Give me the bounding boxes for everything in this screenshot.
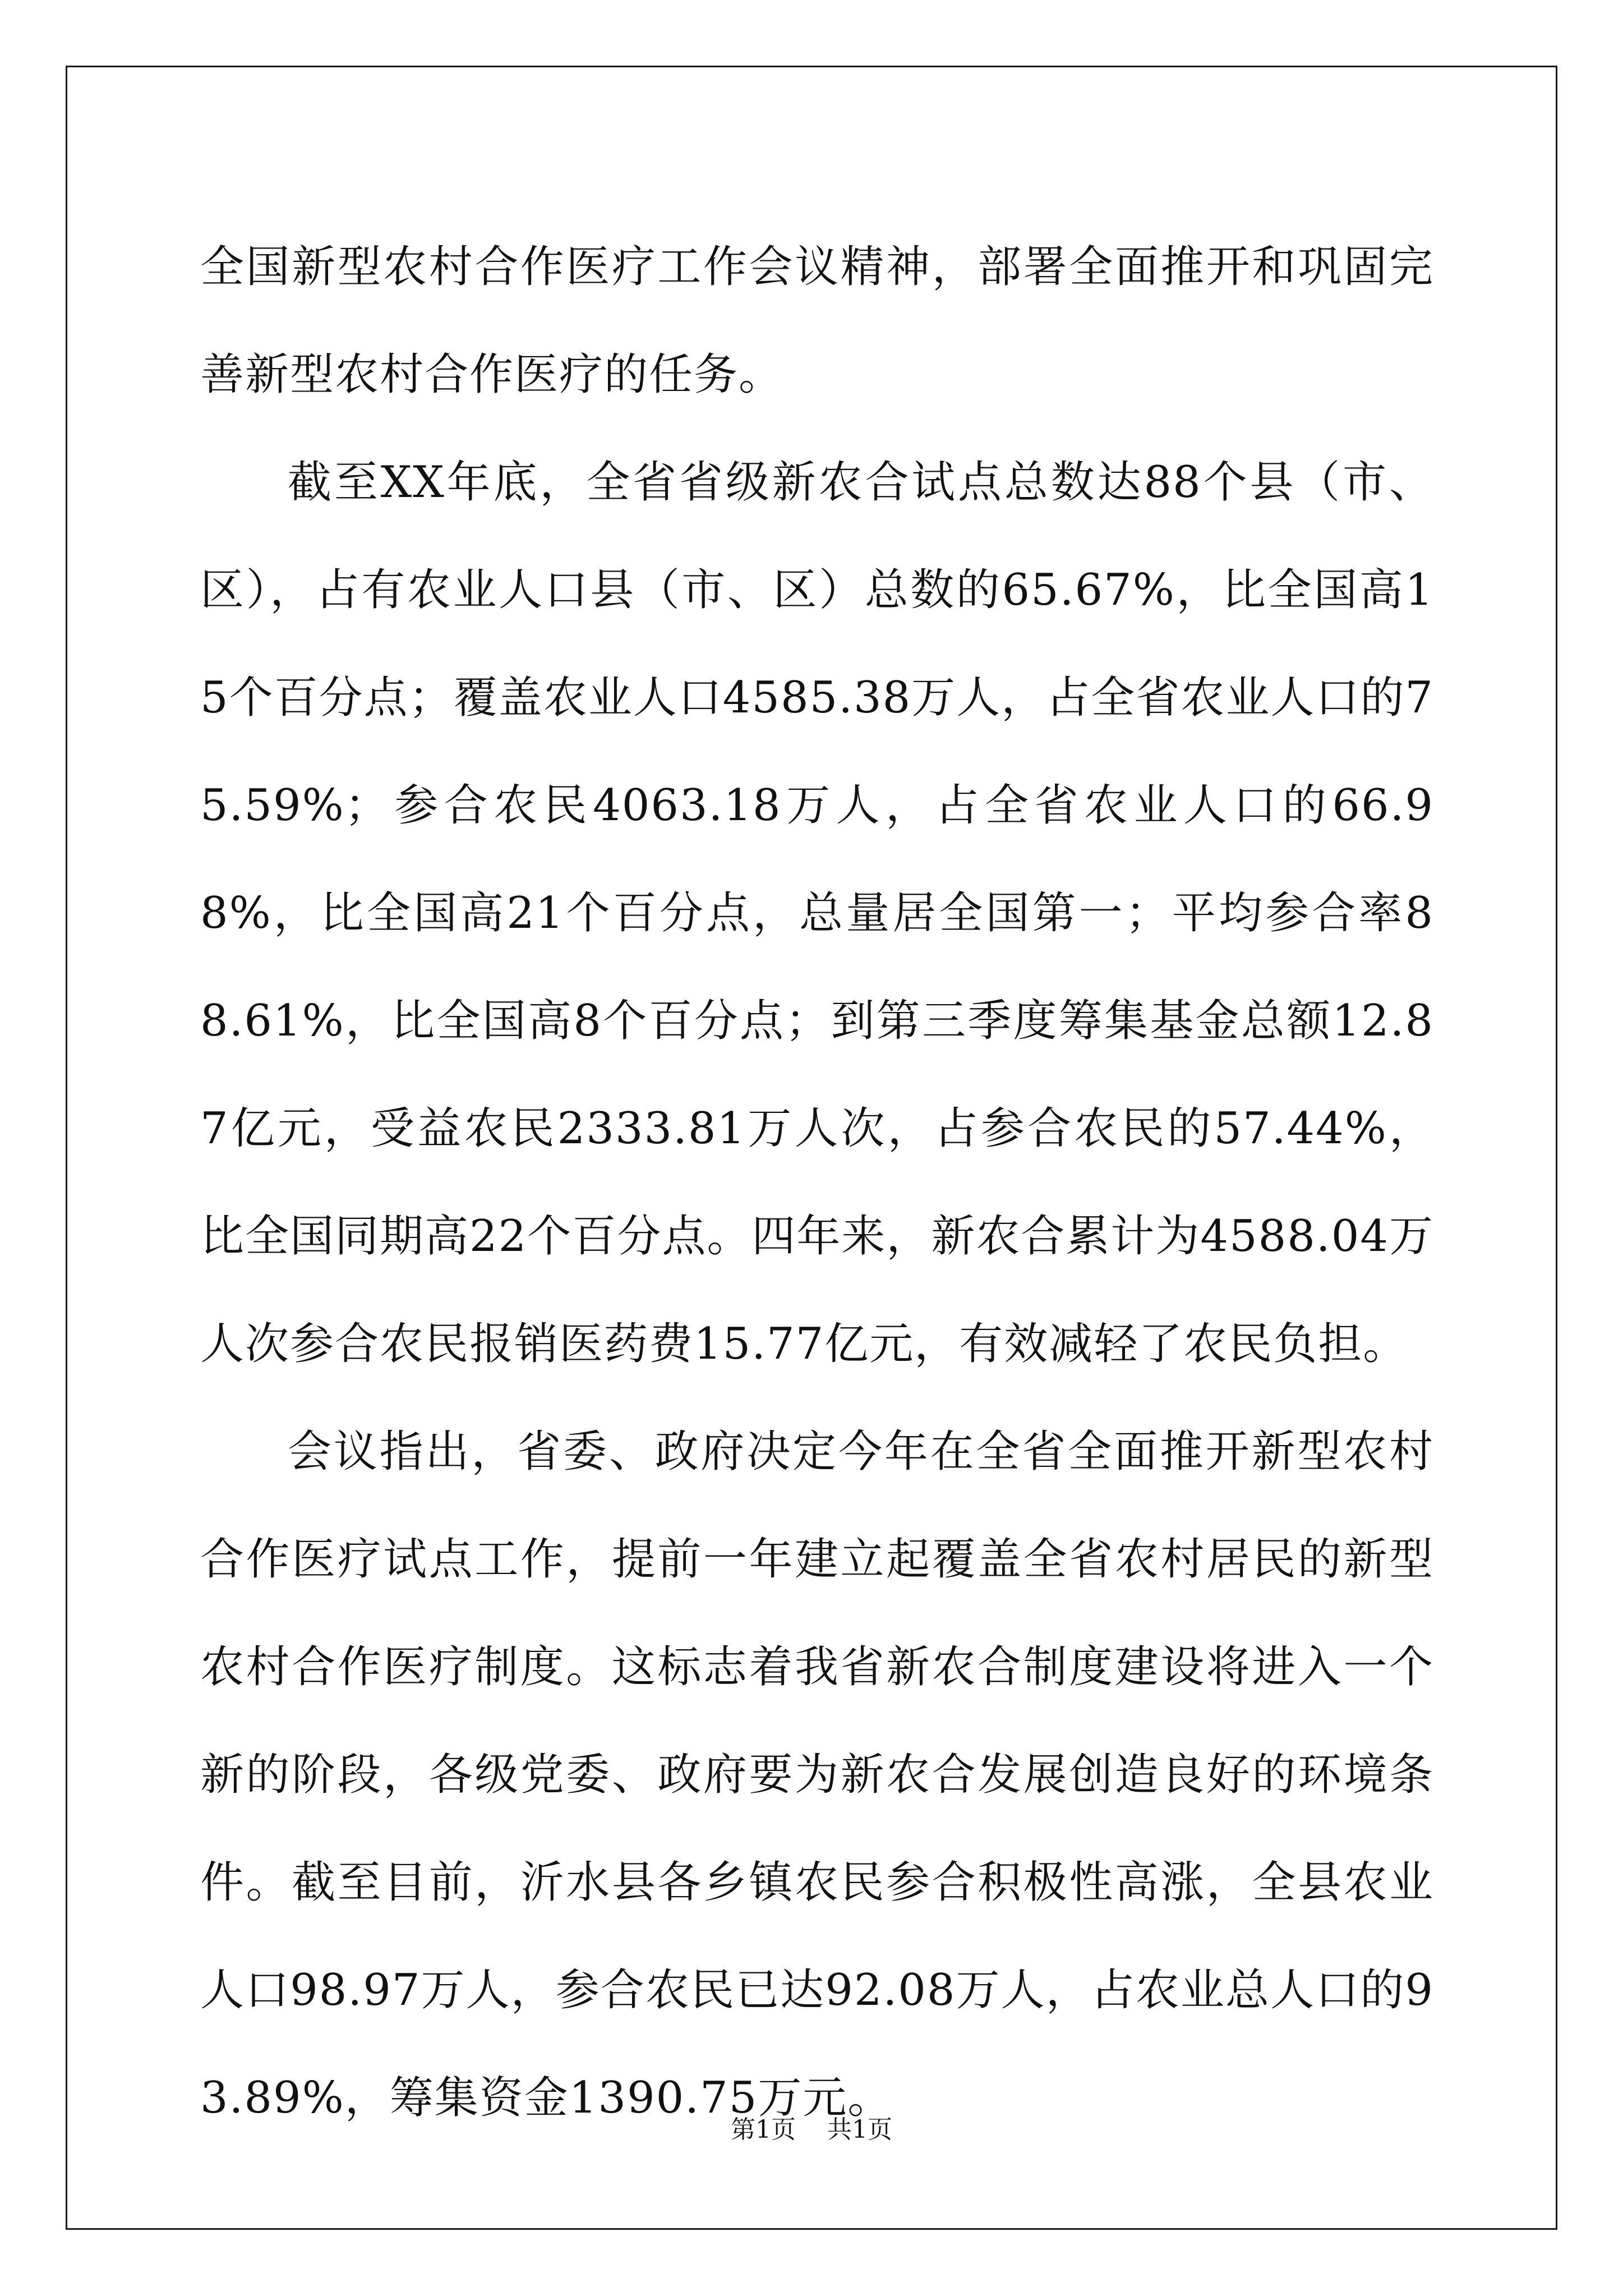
- page-total: 共1页: [827, 2115, 892, 2144]
- document-body: [200, 213, 1434, 2152]
- paragraph-2: 截至XX年底，全省省级新农合试点总数达88个县（市、区），占有农业人口县（市、区）总数的65.67%，比全国高15个百分点；覆盖农业人口4585.38万人，占全省农业人口的75.59%；参合农民4063.18万人，占全省农业人口的66.98%，比全国高21个百分点，总量居全国第一；平均参合率88.61%，比全国高8个百分点；到第三季度筹集基金总额12.87亿元，受益农民2333.81万人次，占参合农民的57.44%，比全国同期高22个百分点。四年来，新农合累计为4588.04万人次参合农民报销医药费15.77亿元，有效减轻了农民负担。: [200, 457, 1434, 1369]
- page-number: 第1页: [731, 2115, 796, 2144]
- page-footer: [0, 2109, 1623, 2145]
- paragraph-3: 会议指出，省委、政府决定今年在全省全面推开新型农村合作医疗试点工作，提前一年建立起覆盖全省农村居民的新型农村合作医疗制度。这标志着我省新农合制度建设将进入一个新的阶段，各级党委、政府要为新农合发展创造良好的环境条件。截至目前，沂水县各乡镇农民参合积极性高涨，全县农业人口98.97万人，参合农民已达92.08万人，占农业总人口的93.89%，筹集资金1390.75万元。: [200, 1427, 1434, 2123]
- paragraph-1: 全国新型农村合作医疗工作会议精神，部署全面推开和巩固完善新型农村合作医疗的任务。: [200, 242, 1434, 400]
